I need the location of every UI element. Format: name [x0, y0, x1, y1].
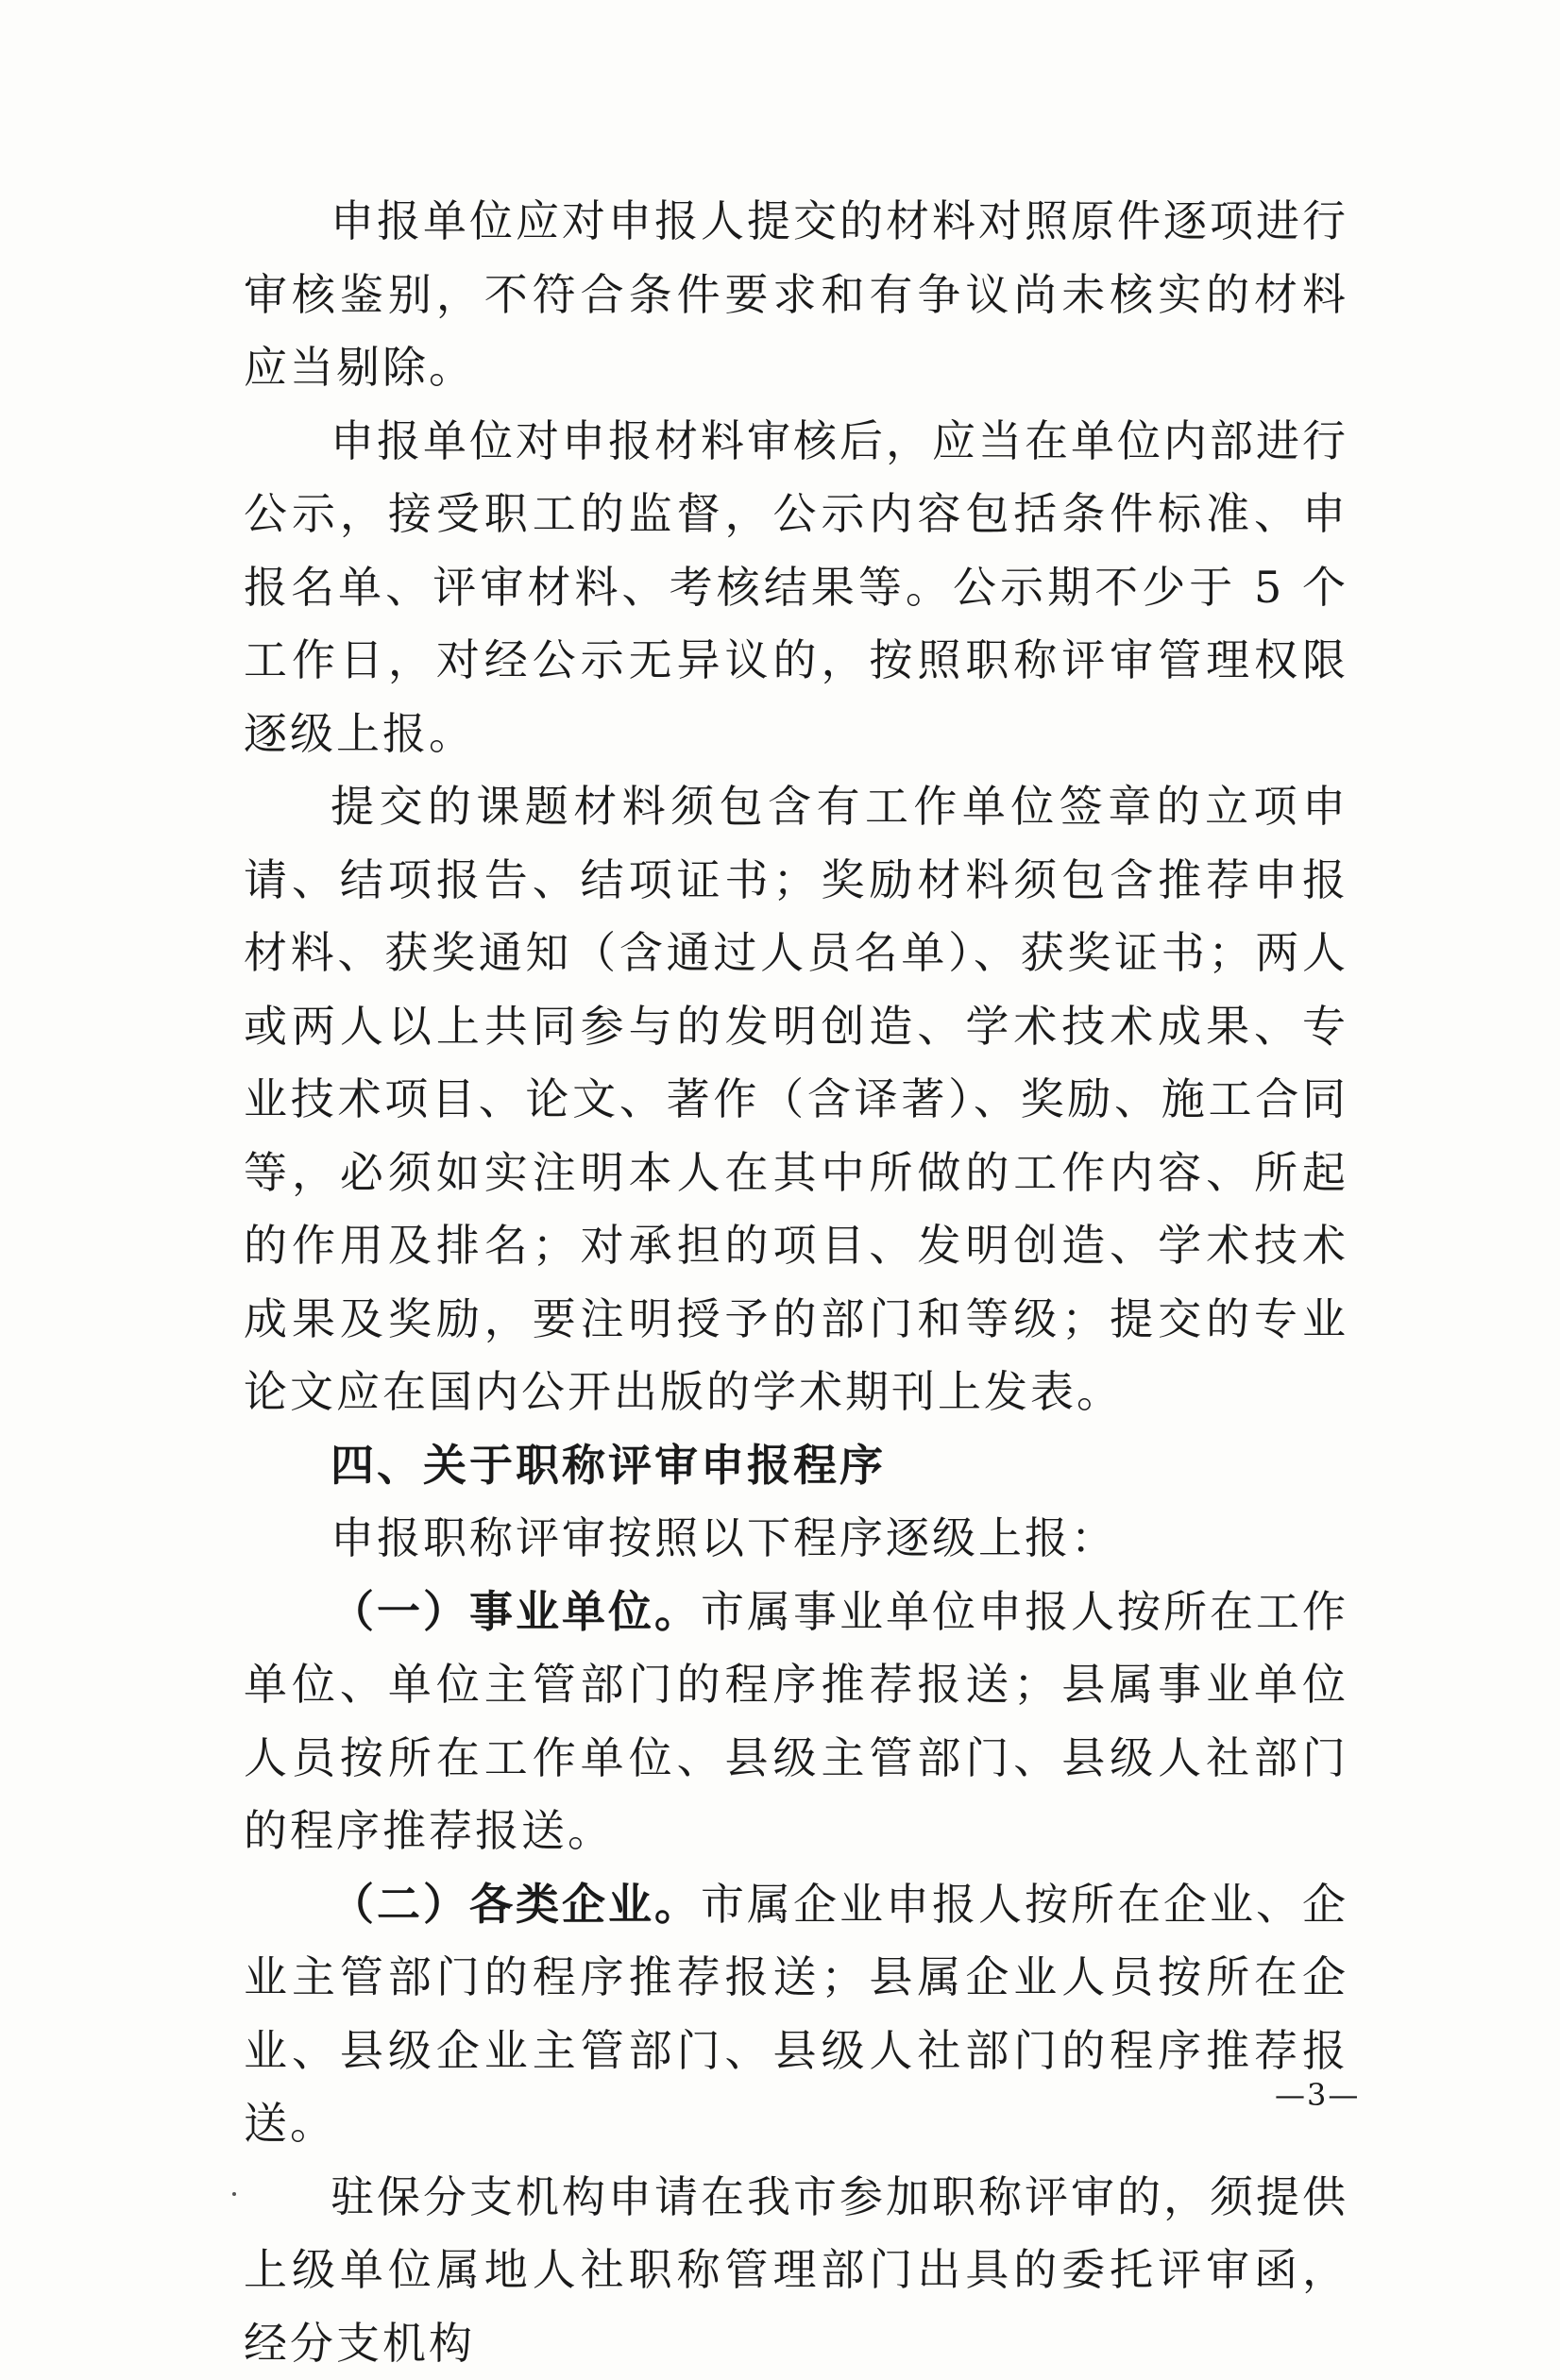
paragraph-submitted-materials: 提交的课题材料须包含有工作单位签章的立项申请、结项报告、结项证书；奖励材料须包含推荐申报材料、获奖通知（含通过人员名单）、获奖证书；两人或两人以上共同参与的发明创造、学术技术成果、专业技术项目、论文、著作（含译著）、奖励、施工合同等，必须如实注明本人在其中所做的工作内容、所起的作用及排名；对承担的项目、发明创造、学术技术成果及奖励，要注明授予的部门和等级；提交的专业论文应在国内公开出版的学术期刊上发表。	[244, 770, 1348, 1429]
document-body	[244, 185, 1348, 2380]
enterprises-lead: （二）各类企业。	[331, 1879, 701, 1930]
paragraph-publicity: 申报单位对申报材料审核后，应当在单位内部进行公示，接受职工的监督，公示内容包括条件标准、申报名单、评审材料、考核结果等。公示期不少于 5 个工作日，对经公示无异议的，按照职称评审管理权限逐级上报。	[244, 405, 1348, 771]
scan-dot	[232, 2192, 236, 2196]
paragraph-material-review: 申报单位应对申报人提交的材料对照原件逐项进行审核鉴别，不符合条件要求和有争议尚未核实的材料应当剔除。	[244, 185, 1348, 405]
enterprises-body: 市属企业申报人按所在企业、企业主管部门的程序推荐报送；县属企业人员按所在企业、县级企业主管部门、县级人社部门的程序推荐报送。	[244, 1879, 1348, 2150]
page-number: —3—	[1275, 2077, 1360, 2113]
section-heading: 四、关于职称评审申报程序	[244, 1429, 1348, 1503]
paragraph-procedure-intro: 申报职称评审按照以下程序逐级上报：	[244, 1502, 1348, 1576]
public-institutions-lead: （一）事业单位。	[331, 1586, 701, 1637]
paragraph-branch-institutions: 驻保分支机构申请在我市参加职称评审的，须提供上级单位属地人社职称管理部门出具的委托评审函，经分支机构	[244, 2161, 1348, 2380]
public-institutions-body: 市属事业单位申报人按所在工作单位、单位主管部门的程序推荐报送；县属事业单位人员按所在工作单位、县级主管部门、县级人社部门的程序推荐报送。	[244, 1586, 1348, 1857]
paragraph-public-institutions	[244, 1576, 1348, 1868]
paragraph-enterprises	[244, 1868, 1348, 2161]
